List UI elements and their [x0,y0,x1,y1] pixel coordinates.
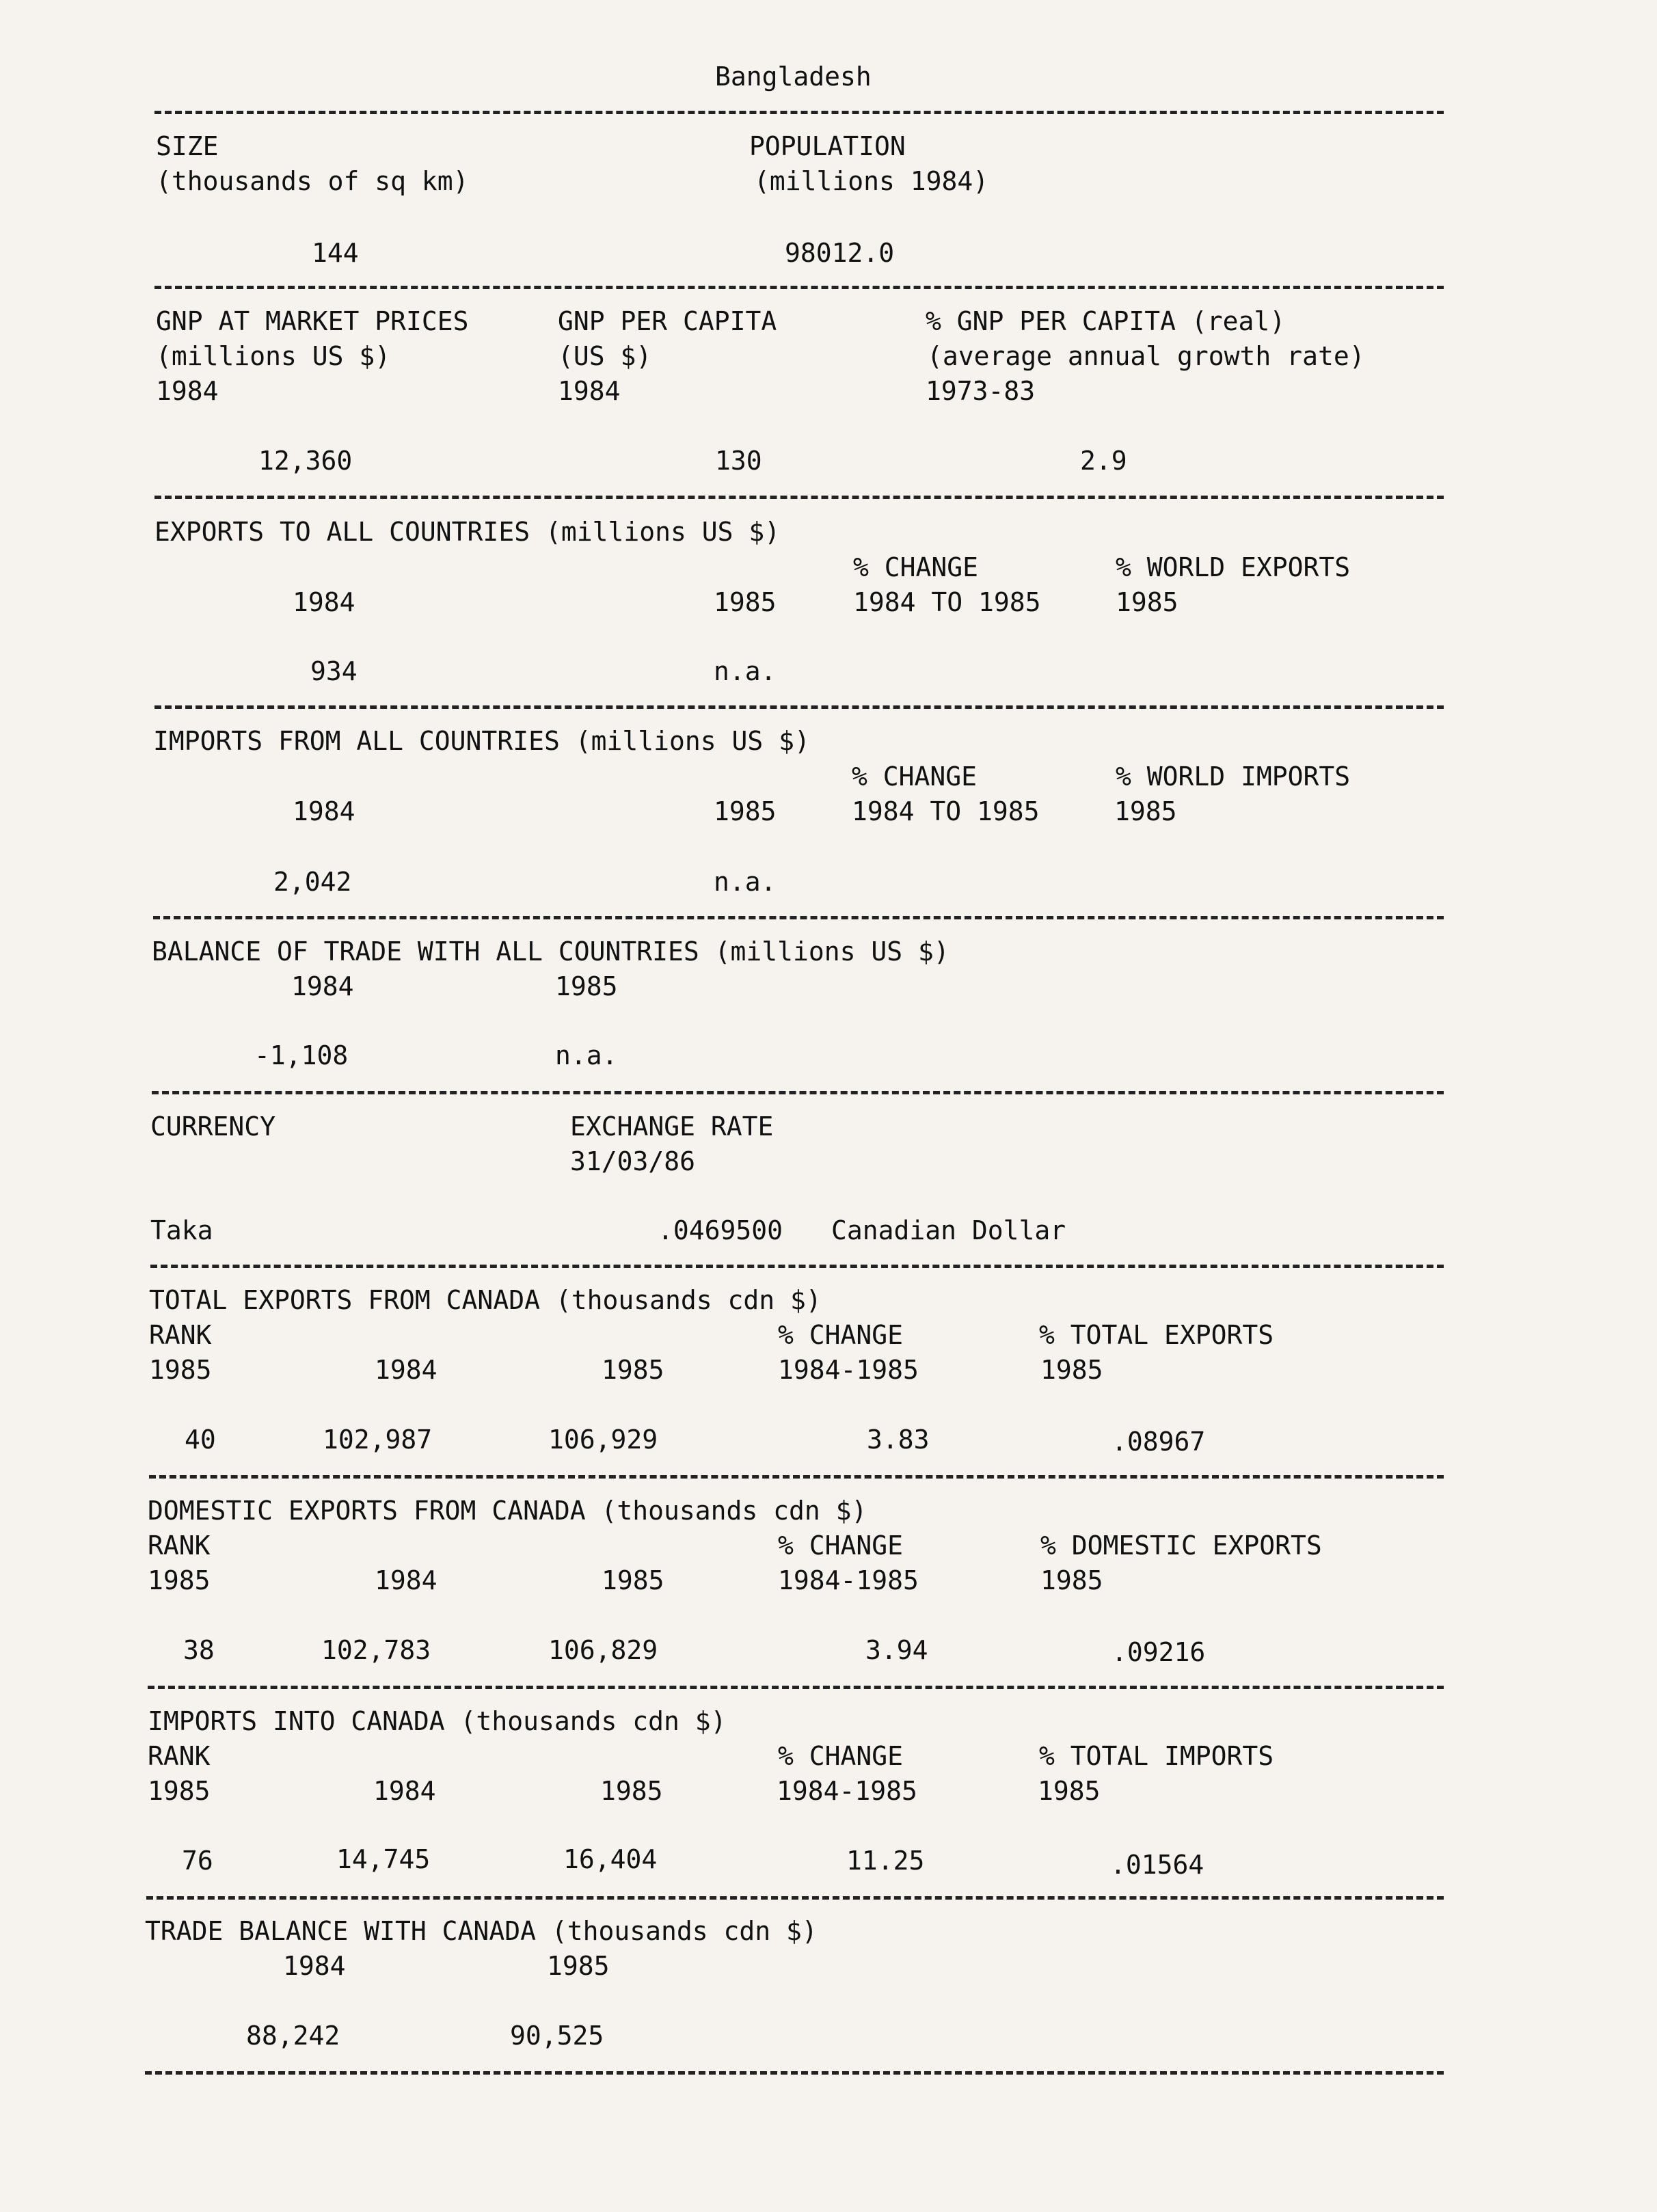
gnp-growth-value: 2.9 [1080,446,1127,476]
exports-all-change-period: 1984 TO 1985 [853,587,1041,617]
imports-canada-change-period: 1984-1985 [777,1776,917,1806]
total-exports-rank-year: 1985 [149,1355,212,1385]
total-exports-val-1984: 102,987 [323,1425,433,1455]
divider [154,286,1444,289]
balance-all-heading: BALANCE OF TRADE WITH ALL COUNTRIES (millions US $) [152,936,949,967]
gnp-market-unit: (millions US $) [156,341,391,371]
gnp-growth-years: 1973-83 [926,376,1036,406]
imports-canada-share-year: 1985 [1038,1776,1101,1806]
domestic-exports-share-year: 1985 [1040,1565,1103,1595]
total-exports-share: .08967 [1112,1427,1206,1457]
gnp-market-label: GNP AT MARKET PRICES [156,306,469,336]
trade-balance-canada-col-1984: 1984 [283,1951,346,1981]
divider [153,916,1444,919]
domestic-exports-change-label: % CHANGE [778,1530,904,1561]
domestic-exports-change-period: 1984-1985 [778,1565,919,1595]
domestic-exports-rank-label: RANK [148,1530,211,1561]
imports-all-heading: IMPORTS FROM ALL COUNTRIES (millions US $) [153,726,810,756]
domestic-exports-col-1984: 1984 [375,1565,437,1595]
exchange-rate-value: .0469500 [658,1215,783,1245]
imports-all-val-1984: 2,042 [273,867,352,897]
imports-all-col-1984: 1984 [293,796,355,826]
imports-all-col-1985: 1985 [714,796,777,826]
imports-canada-val-1984: 14,745 [336,1844,431,1874]
exports-all-share-year: 1985 [1116,587,1178,617]
domestic-exports-share-label: % DOMESTIC EXPORTS [1040,1530,1322,1561]
balance-all-val-1985: n.a. [555,1040,618,1070]
total-exports-col-1985: 1985 [602,1355,664,1385]
exchange-rate-unit: Canadian Dollar [831,1215,1066,1245]
gnp-market-year: 1984 [156,376,219,406]
divider [145,2071,1444,2075]
gnp-per-capita-label: GNP PER CAPITA [558,306,777,336]
imports-canada-val-1985: 16,404 [563,1844,658,1874]
imports-canada-rank-label: RANK [148,1741,211,1771]
domestic-exports-val-1984: 102,783 [321,1635,431,1665]
domestic-exports-change: 3.94 [865,1635,928,1665]
exports-all-val-1984: 934 [310,656,358,686]
gnp-growth-unit: (average annual growth rate) [927,341,1365,371]
currency-name: Taka [150,1215,213,1245]
imports-canada-heading: IMPORTS INTO CANADA (thousands cdn $) [148,1706,727,1736]
total-exports-rank-label: RANK [149,1320,212,1350]
trade-balance-canada-val-1984: 88,242 [246,2021,340,2051]
total-exports-change-label: % CHANGE [778,1320,904,1350]
page-title: Bangladesh [715,62,872,92]
total-exports-share-label: % TOTAL EXPORTS [1039,1320,1274,1350]
imports-canada-change: 11.25 [846,1846,925,1876]
total-exports-rank: 40 [185,1425,216,1455]
divider [146,1896,1444,1900]
exports-all-share-label: % WORLD EXPORTS [1116,552,1351,582]
balance-all-val-1984: -1,108 [254,1040,349,1070]
divider [152,1091,1444,1094]
imports-canada-col-1984: 1984 [373,1776,436,1806]
total-exports-col-1984: 1984 [375,1355,437,1385]
balance-all-col-1985: 1985 [555,971,618,1001]
balance-all-col-1984: 1984 [291,971,354,1001]
imports-canada-share-label: % TOTAL IMPORTS [1039,1741,1274,1771]
imports-canada-rank: 76 [182,1846,213,1876]
gnp-market-value: 12,360 [258,446,353,476]
trade-balance-canada-val-1985: 90,525 [510,2021,604,2051]
total-exports-change-period: 1984-1985 [778,1355,919,1385]
size-unit: (thousands of sq km) [156,166,469,196]
population-unit: (millions 1984) [754,166,989,196]
total-exports-change: 3.83 [867,1425,930,1455]
gnp-per-capita-value: 130 [715,446,762,476]
imports-canada-change-label: % CHANGE [778,1741,904,1771]
imports-all-share-year: 1985 [1114,796,1177,826]
domestic-exports-val-1985: 106,829 [548,1635,658,1665]
domestic-exports-rank: 38 [183,1635,215,1665]
currency-label: CURRENCY [150,1111,276,1142]
size-value: 144 [312,238,359,268]
exports-all-heading: EXPORTS TO ALL COUNTRIES (millions US $) [154,517,781,547]
exchange-rate-date: 31/03/86 [570,1146,696,1176]
imports-all-val-1985: n.a. [714,867,777,897]
divider [150,1265,1444,1268]
imports-canada-col-1985: 1985 [600,1776,663,1806]
exports-all-change-label: % CHANGE [853,552,979,582]
gnp-growth-label: % GNP PER CAPITA (real) [926,306,1286,336]
imports-all-change-period: 1984 TO 1985 [852,796,1040,826]
total-exports-share-year: 1985 [1040,1355,1103,1385]
imports-canada-rank-year: 1985 [148,1776,211,1806]
trade-balance-canada-col-1985: 1985 [547,1951,610,1981]
divider [148,1686,1444,1689]
divider [154,496,1444,499]
population-value: 98012.0 [785,238,895,268]
domestic-exports-share: .09216 [1112,1637,1206,1667]
domestic-exports-col-1985: 1985 [602,1565,664,1595]
exports-all-val-1985: n.a. [714,656,777,686]
population-label: POPULATION [749,131,906,161]
domestic-exports-heading: DOMESTIC EXPORTS FROM CANADA (thousands cdn $) [148,1496,867,1526]
gnp-per-capita-year: 1984 [558,376,621,406]
exchange-rate-label: EXCHANGE RATE [570,1111,774,1142]
divider [149,1475,1444,1479]
imports-canada-share: .01564 [1110,1850,1204,1880]
total-exports-val-1985: 106,929 [548,1425,658,1455]
size-label: SIZE [156,131,219,161]
trade-balance-canada-heading: TRADE BALANCE WITH CANADA (thousands cdn $) [145,1916,818,1946]
domestic-exports-rank-year: 1985 [148,1565,211,1595]
exports-all-col-1985: 1985 [714,587,777,617]
imports-all-change-label: % CHANGE [852,761,978,792]
imports-all-share-label: % WORLD IMPORTS [1116,761,1351,792]
total-exports-heading: TOTAL EXPORTS FROM CANADA (thousands cdn $) [149,1285,822,1315]
divider [154,705,1444,709]
exports-all-col-1984: 1984 [293,587,355,617]
divider [154,111,1444,114]
gnp-per-capita-unit: (US $) [558,341,652,371]
